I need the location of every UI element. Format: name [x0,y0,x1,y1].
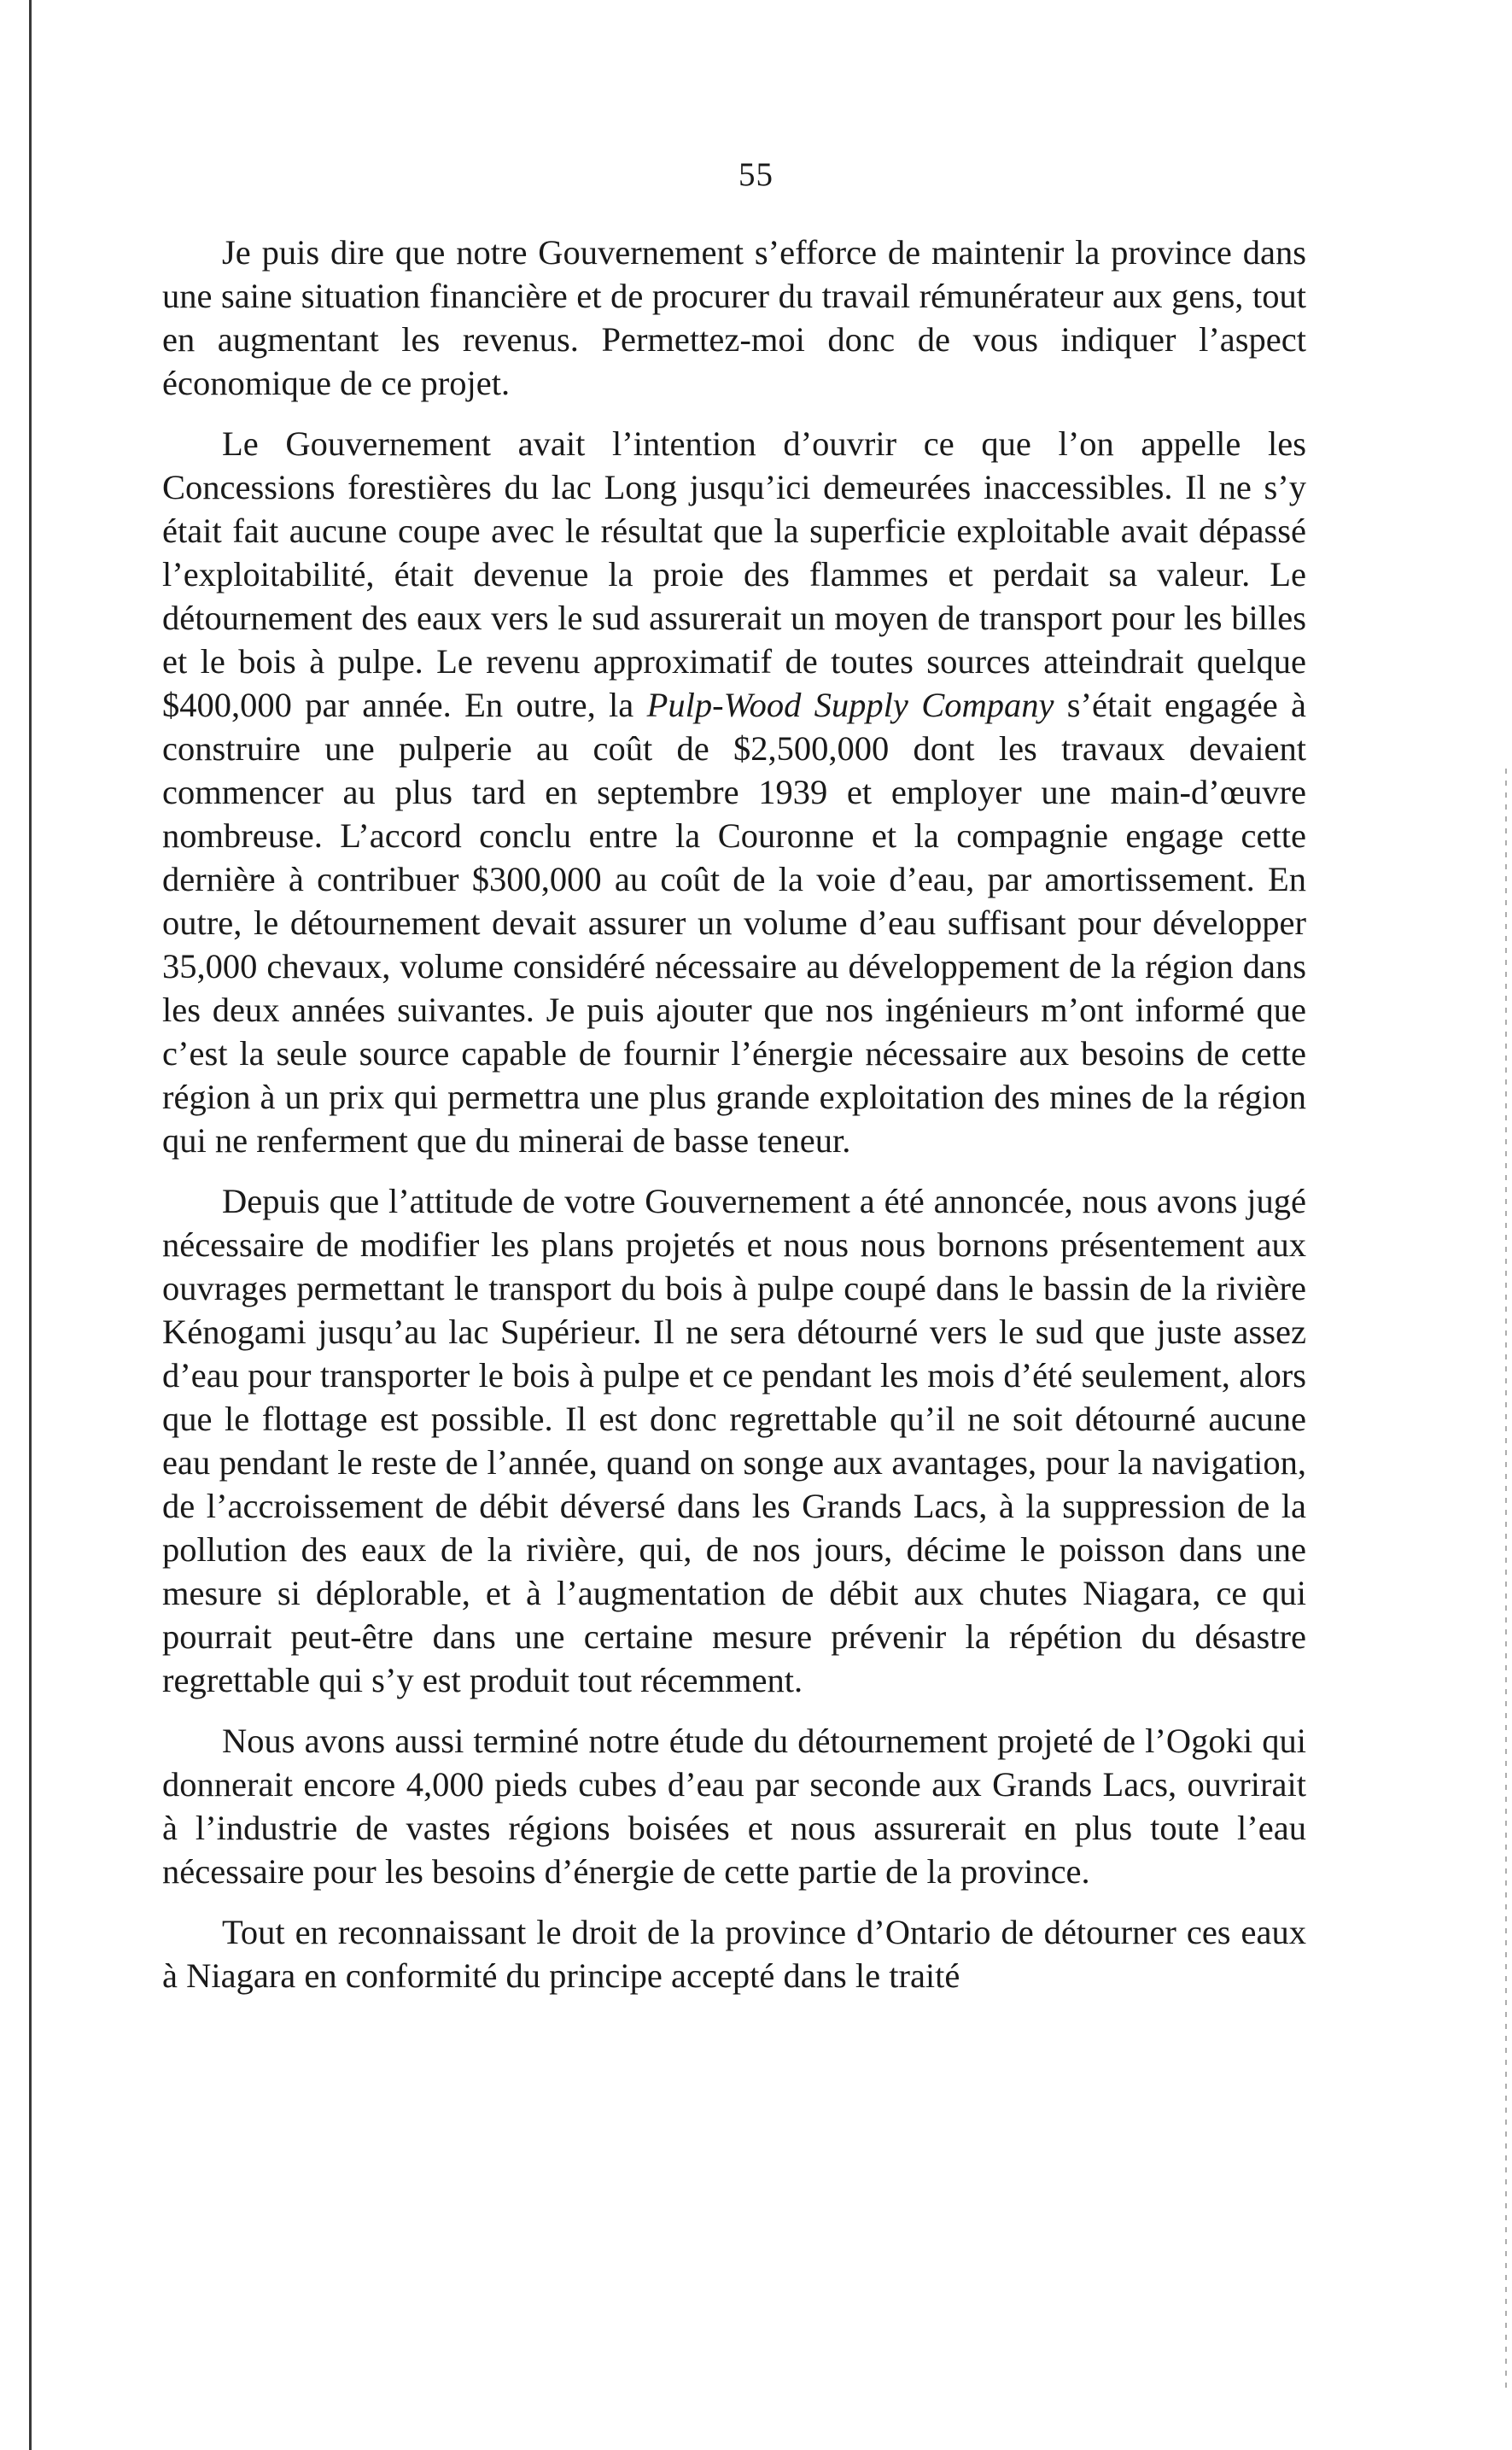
body-text [162,231,1306,1997]
scan-right-edge [1505,769,1507,2391]
paragraph-2-part-2: s’était engagée à construire une pulperie au coût de $2,500,000 dont les travaux devaient commencer au plus tard en septembre 1939 et employer une main-d’œuvre nombreuse. L’accord conclu entre la Couronne et la compagnie engage cette dernière à contribuer $300,000 au coût de la voie d’eau, par amortissement. En outre, le détournement devait assurer un volume d’eau suffisant pour développer 35,000 chevaux, volume considéré nécessaire au développement de la région dans les deux années suivantes. Je puis ajouter que nos ingénieurs m’ont informé que c’est la seule source capable de fournir l’énergie nécessaire aux besoins de cette région à un prix qui permettra une plus grande exploitation des mines de la région qui ne renferment que du minerai de basse teneur. [162,686,1307,1160]
paragraph-4: Nous avons aussi terminé notre étude du détournement projeté de l’Ogoki qui donnerait encore 4,000 pieds cubes d’eau par seconde aux Grands Lacs, ouvrirait à l’industrie de vastes régions boisées et nous assurerait en plus toute l’eau nécessaire pour les besoins d’énergie de cette partie de la province. [162,1722,1306,1891]
paragraph-1: Je puis dire que notre Gouvernement s’efforce de maintenir la province dans une saine situation financière et de procurer du travail rémunérateur aux gens, tout en augmentant les revenus. Permettez-moi donc de vous indiquer l’aspect économique de ce projet. [162,233,1306,402]
company-name: Pulp-Wood Supply Company [646,686,1054,724]
paragraph-2-part-1: Le Gouvernement avait l’intention d’ouvrir ce que l’on appelle les Concessions forestières du lac Long jusqu’ici demeurées inaccessibles. Il ne s’y était fait aucune coupe avec le résultat que la superficie exploitable avait dépassé l’exploitabilité, était devenue la proie des flammes et perdait sa valeur. Le détournement des eaux vers le sud assurerait un moyen de transport pour les billes et le bois à pulpe. Le revenu approximatif de toutes sources atteindrait quelque $400,000 par année. En outre, la [162,424,1306,724]
paragraph-2 [162,422,1306,1162]
page-number: 55 [738,156,774,193]
paragraph-3: Depuis que l’attitude de votre Gouvernement a été annoncée, nous avons jugé nécessaire de modifier les plans projetés et nous nous bornons présentement aux ouvrages permettant le transport du bois à pulpe coupé dans le bassin de la rivière Kénogami jusqu’au lac Supérieur. Il ne sera détourné vers le sud que juste assez d’eau pour transporter le bois à pulpe et ce pendant les mois d’été seulement, alors que le flottage est possible. Il est donc regrettable qu’il ne soit détourné aucune eau pendant le reste de l’année, quand on songe aux avantages, pour la navigation, de l’accroissement de débit déversé dans les Grands Lacs, à la suppression de la pollution des eaux de la rivière, qui, de nos jours, décime le poisson dans une mesure si déplorable, et à l’augmentation de débit aux chutes Niagara, ce qui pourrait peut-être dans une certaine mesure prévenir la répétion du désastre regrettable qui s’y est produit tout récemment. [162,1182,1306,1699]
scan-left-edge [29,0,32,2450]
paragraph-5: Tout en reconnaissant le droit de la province d’Ontario de détourner ces eaux à Niagara en conformité du principe accepté dans le traité [162,1913,1306,1995]
